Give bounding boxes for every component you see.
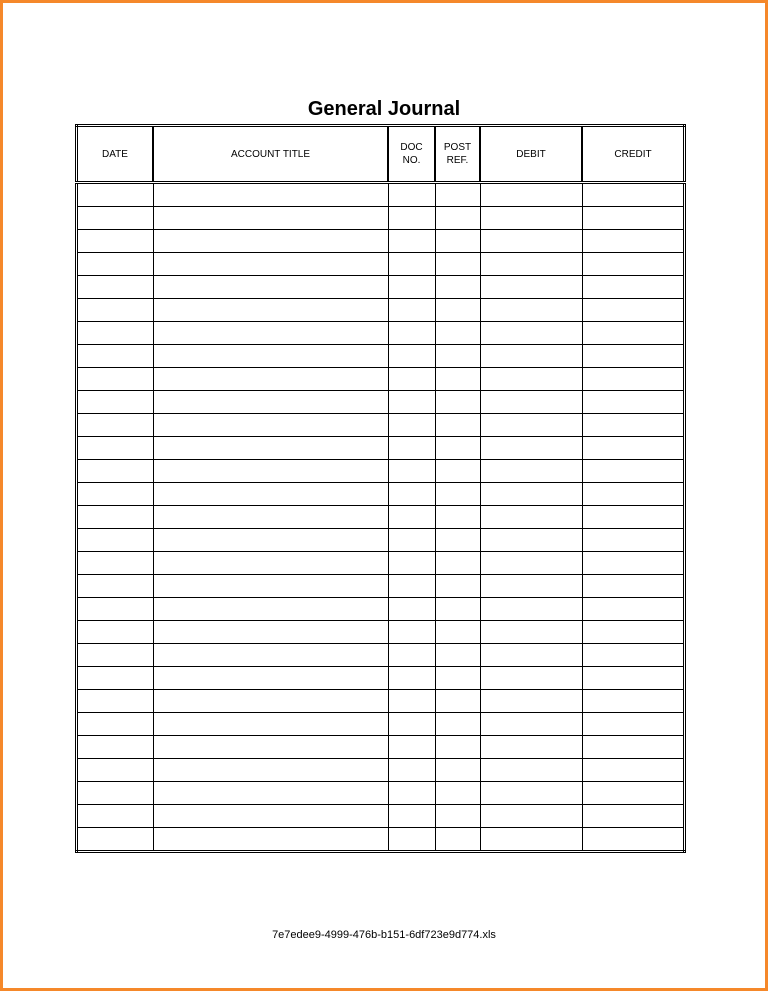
cell-credit[interactable]: [582, 183, 685, 207]
cell-post-ref[interactable]: [435, 529, 480, 552]
cell-debit[interactable]: [480, 828, 582, 852]
cell-credit[interactable]: [582, 621, 685, 644]
cell-credit[interactable]: [582, 437, 685, 460]
cell-debit[interactable]: [480, 506, 582, 529]
cell-post-ref[interactable]: [435, 736, 480, 759]
cell-debit[interactable]: [480, 368, 582, 391]
cell-doc-no[interactable]: [388, 345, 435, 368]
cell-date[interactable]: [77, 805, 154, 828]
cell-post-ref[interactable]: [435, 276, 480, 299]
cell-debit[interactable]: [480, 690, 582, 713]
cell-debit[interactable]: [480, 414, 582, 437]
header-credit: CREDIT: [582, 126, 685, 183]
cell-date[interactable]: [77, 529, 154, 552]
header-row: [77, 126, 685, 183]
cell-credit[interactable]: [582, 230, 685, 253]
cell-date[interactable]: [77, 414, 154, 437]
table-row: [77, 828, 685, 852]
cell-post-ref[interactable]: [435, 183, 480, 207]
cell-doc-no[interactable]: [388, 805, 435, 828]
table-row: [77, 759, 685, 782]
cell-post-ref[interactable]: [435, 322, 480, 345]
cell-account-title[interactable]: [153, 529, 388, 552]
cell-post-ref[interactable]: [435, 437, 480, 460]
cell-debit[interactable]: [480, 782, 582, 805]
cell-debit[interactable]: [480, 736, 582, 759]
cell-credit[interactable]: [582, 575, 685, 598]
cell-account-title[interactable]: [153, 368, 388, 391]
cell-credit[interactable]: [582, 552, 685, 575]
cell-debit[interactable]: [480, 483, 582, 506]
cell-account-title[interactable]: [153, 506, 388, 529]
cell-date[interactable]: [77, 828, 154, 852]
cell-account-title[interactable]: [153, 414, 388, 437]
cell-account-title[interactable]: [153, 460, 388, 483]
cell-post-ref[interactable]: [435, 299, 480, 322]
cell-credit[interactable]: [582, 276, 685, 299]
cell-post-ref[interactable]: [435, 414, 480, 437]
cell-date[interactable]: [77, 207, 154, 230]
cell-account-title[interactable]: [153, 437, 388, 460]
table-row: [77, 299, 685, 322]
cell-credit[interactable]: [582, 690, 685, 713]
cell-account-title[interactable]: [153, 667, 388, 690]
header-post-line2: REF.: [446, 155, 469, 166]
cell-debit[interactable]: [480, 299, 582, 322]
cell-post-ref[interactable]: [435, 483, 480, 506]
cell-doc-no[interactable]: [388, 437, 435, 460]
cell-doc-no[interactable]: [388, 552, 435, 575]
cell-account-title[interactable]: [153, 713, 388, 736]
cell-date[interactable]: [77, 299, 154, 322]
cell-credit[interactable]: [582, 805, 685, 828]
cell-post-ref[interactable]: [435, 690, 480, 713]
cell-doc-no[interactable]: [388, 690, 435, 713]
cell-debit[interactable]: [480, 276, 582, 299]
cell-credit[interactable]: [582, 598, 685, 621]
cell-post-ref[interactable]: [435, 506, 480, 529]
journal-table: [75, 124, 686, 853]
header-post-line1: POST: [443, 142, 472, 153]
cell-doc-no[interactable]: [388, 598, 435, 621]
table-row: [77, 598, 685, 621]
header-debit: DEBIT: [480, 126, 582, 183]
cell-debit[interactable]: [480, 230, 582, 253]
cell-debit[interactable]: [480, 529, 582, 552]
cell-credit[interactable]: [582, 506, 685, 529]
cell-date[interactable]: [77, 322, 154, 345]
header-doc-line2: NO.: [402, 155, 421, 166]
cell-account-title[interactable]: [153, 805, 388, 828]
cell-credit[interactable]: [582, 368, 685, 391]
cell-date[interactable]: [77, 575, 154, 598]
cell-credit[interactable]: [582, 460, 685, 483]
cell-date[interactable]: [77, 598, 154, 621]
header-doc-line1: DOC: [400, 142, 423, 153]
cell-account-title[interactable]: [153, 828, 388, 852]
cell-date[interactable]: [77, 437, 154, 460]
cell-doc-no[interactable]: [388, 322, 435, 345]
cell-debit[interactable]: [480, 207, 582, 230]
cell-account-title[interactable]: [153, 253, 388, 276]
cell-date[interactable]: [77, 759, 154, 782]
cell-doc-no[interactable]: [388, 782, 435, 805]
cell-date[interactable]: [77, 483, 154, 506]
header-post-ref: [435, 126, 480, 183]
cell-date[interactable]: [77, 552, 154, 575]
cell-debit[interactable]: [480, 437, 582, 460]
cell-doc-no[interactable]: [388, 621, 435, 644]
cell-account-title[interactable]: [153, 621, 388, 644]
cell-debit[interactable]: [480, 621, 582, 644]
cell-post-ref[interactable]: [435, 828, 480, 852]
cell-account-title[interactable]: [153, 759, 388, 782]
table-row: [77, 368, 685, 391]
cell-doc-no[interactable]: [388, 230, 435, 253]
table-row: [77, 575, 685, 598]
cell-post-ref[interactable]: [435, 713, 480, 736]
table-row: [77, 230, 685, 253]
cell-date[interactable]: [77, 253, 154, 276]
footer-filename: 7e7edee9-4999-476b-b151-6df723e9d774.xls: [272, 929, 496, 941]
table-row: [77, 782, 685, 805]
cell-post-ref[interactable]: [435, 552, 480, 575]
table-row: [77, 805, 685, 828]
cell-debit[interactable]: [480, 345, 582, 368]
cell-post-ref[interactable]: [435, 759, 480, 782]
cell-debit[interactable]: [480, 644, 582, 667]
cell-debit[interactable]: [480, 253, 582, 276]
cell-account-title[interactable]: [153, 391, 388, 414]
cell-account-title[interactable]: [153, 345, 388, 368]
cell-credit[interactable]: [582, 483, 685, 506]
cell-date[interactable]: [77, 183, 154, 207]
cell-doc-no[interactable]: [388, 575, 435, 598]
table-row: [77, 667, 685, 690]
cell-account-title[interactable]: [153, 276, 388, 299]
cell-post-ref[interactable]: [435, 621, 480, 644]
cell-credit[interactable]: [582, 345, 685, 368]
cell-post-ref[interactable]: [435, 253, 480, 276]
cell-post-ref[interactable]: [435, 805, 480, 828]
cell-credit[interactable]: [582, 713, 685, 736]
table-row: [77, 207, 685, 230]
cell-debit[interactable]: [480, 759, 582, 782]
cell-doc-no[interactable]: [388, 414, 435, 437]
cell-date[interactable]: [77, 345, 154, 368]
cell-date[interactable]: [77, 644, 154, 667]
cell-doc-no[interactable]: [388, 368, 435, 391]
cell-doc-no[interactable]: [388, 828, 435, 852]
table-row: [77, 621, 685, 644]
cell-debit[interactable]: [480, 713, 582, 736]
cell-date[interactable]: [77, 736, 154, 759]
cell-date[interactable]: [77, 667, 154, 690]
cell-debit[interactable]: [480, 805, 582, 828]
cell-debit[interactable]: [480, 391, 582, 414]
table-row: [77, 253, 685, 276]
cell-account-title[interactable]: [153, 322, 388, 345]
cell-post-ref[interactable]: [435, 391, 480, 414]
cell-doc-no[interactable]: [388, 506, 435, 529]
table-row: [77, 690, 685, 713]
table-row: [77, 506, 685, 529]
cell-post-ref[interactable]: [435, 644, 480, 667]
cell-credit[interactable]: [582, 759, 685, 782]
cell-debit[interactable]: [480, 575, 582, 598]
cell-doc-no[interactable]: [388, 391, 435, 414]
table-row: [77, 736, 685, 759]
page-title: General Journal: [307, 98, 461, 120]
cell-account-title[interactable]: [153, 552, 388, 575]
cell-account-title[interactable]: [153, 183, 388, 207]
cell-date[interactable]: [77, 782, 154, 805]
cell-date[interactable]: [77, 690, 154, 713]
table-row: [77, 345, 685, 368]
cell-doc-no[interactable]: [388, 736, 435, 759]
cell-date[interactable]: [77, 713, 154, 736]
cell-account-title[interactable]: [153, 644, 388, 667]
cell-account-title[interactable]: [153, 782, 388, 805]
cell-debit[interactable]: [480, 460, 582, 483]
cell-post-ref[interactable]: [435, 598, 480, 621]
cell-post-ref[interactable]: [435, 207, 480, 230]
cell-post-ref[interactable]: [435, 575, 480, 598]
cell-credit[interactable]: [582, 736, 685, 759]
header-account-title: ACCOUNT TITLE: [153, 126, 388, 183]
cell-credit[interactable]: [582, 253, 685, 276]
cell-credit[interactable]: [582, 782, 685, 805]
cell-credit[interactable]: [582, 322, 685, 345]
cell-post-ref[interactable]: [435, 368, 480, 391]
cell-debit[interactable]: [480, 598, 582, 621]
cell-post-ref[interactable]: [435, 230, 480, 253]
table-row: [77, 183, 685, 207]
cell-date[interactable]: [77, 276, 154, 299]
cell-credit[interactable]: [582, 667, 685, 690]
table-row: [77, 414, 685, 437]
cell-debit[interactable]: [480, 667, 582, 690]
header-doc-no: [388, 126, 435, 183]
cell-doc-no[interactable]: [388, 253, 435, 276]
cell-date[interactable]: [77, 368, 154, 391]
cell-debit[interactable]: [480, 552, 582, 575]
cell-account-title[interactable]: [153, 736, 388, 759]
journal-body: [77, 183, 685, 852]
table-row: [77, 644, 685, 667]
cell-post-ref[interactable]: [435, 667, 480, 690]
cell-credit[interactable]: [582, 529, 685, 552]
table-row: [77, 713, 685, 736]
cell-account-title[interactable]: [153, 483, 388, 506]
cell-credit[interactable]: [582, 391, 685, 414]
cell-doc-no[interactable]: [388, 207, 435, 230]
table-row: [77, 483, 685, 506]
cell-account-title[interactable]: [153, 575, 388, 598]
cell-credit[interactable]: [582, 644, 685, 667]
cell-date[interactable]: [77, 230, 154, 253]
cell-account-title[interactable]: [153, 598, 388, 621]
cell-date[interactable]: [77, 391, 154, 414]
cell-doc-no[interactable]: [388, 460, 435, 483]
table-row: [77, 276, 685, 299]
table-row: [77, 460, 685, 483]
cell-debit[interactable]: [480, 183, 582, 207]
cell-date[interactable]: [77, 621, 154, 644]
cell-credit[interactable]: [582, 207, 685, 230]
cell-credit[interactable]: [582, 414, 685, 437]
cell-date[interactable]: [77, 506, 154, 529]
cell-credit[interactable]: [582, 299, 685, 322]
cell-doc-no[interactable]: [388, 276, 435, 299]
cell-credit[interactable]: [582, 828, 685, 852]
cell-doc-no[interactable]: [388, 299, 435, 322]
cell-doc-no[interactable]: [388, 713, 435, 736]
table-row: [77, 322, 685, 345]
cell-post-ref[interactable]: [435, 782, 480, 805]
cell-doc-no[interactable]: [388, 529, 435, 552]
cell-account-title[interactable]: [153, 299, 388, 322]
cell-doc-no[interactable]: [388, 183, 435, 207]
cell-doc-no[interactable]: [388, 644, 435, 667]
table-row: [77, 391, 685, 414]
table-row: [77, 529, 685, 552]
cell-account-title[interactable]: [153, 207, 388, 230]
cell-post-ref[interactable]: [435, 345, 480, 368]
cell-post-ref[interactable]: [435, 460, 480, 483]
cell-account-title[interactable]: [153, 230, 388, 253]
table-row: [77, 552, 685, 575]
cell-debit[interactable]: [480, 322, 582, 345]
cell-account-title[interactable]: [153, 690, 388, 713]
table-row: [77, 437, 685, 460]
cell-doc-no[interactable]: [388, 667, 435, 690]
cell-doc-no[interactable]: [388, 483, 435, 506]
cell-doc-no[interactable]: [388, 759, 435, 782]
header-date: DATE: [77, 126, 154, 183]
cell-date[interactable]: [77, 460, 154, 483]
